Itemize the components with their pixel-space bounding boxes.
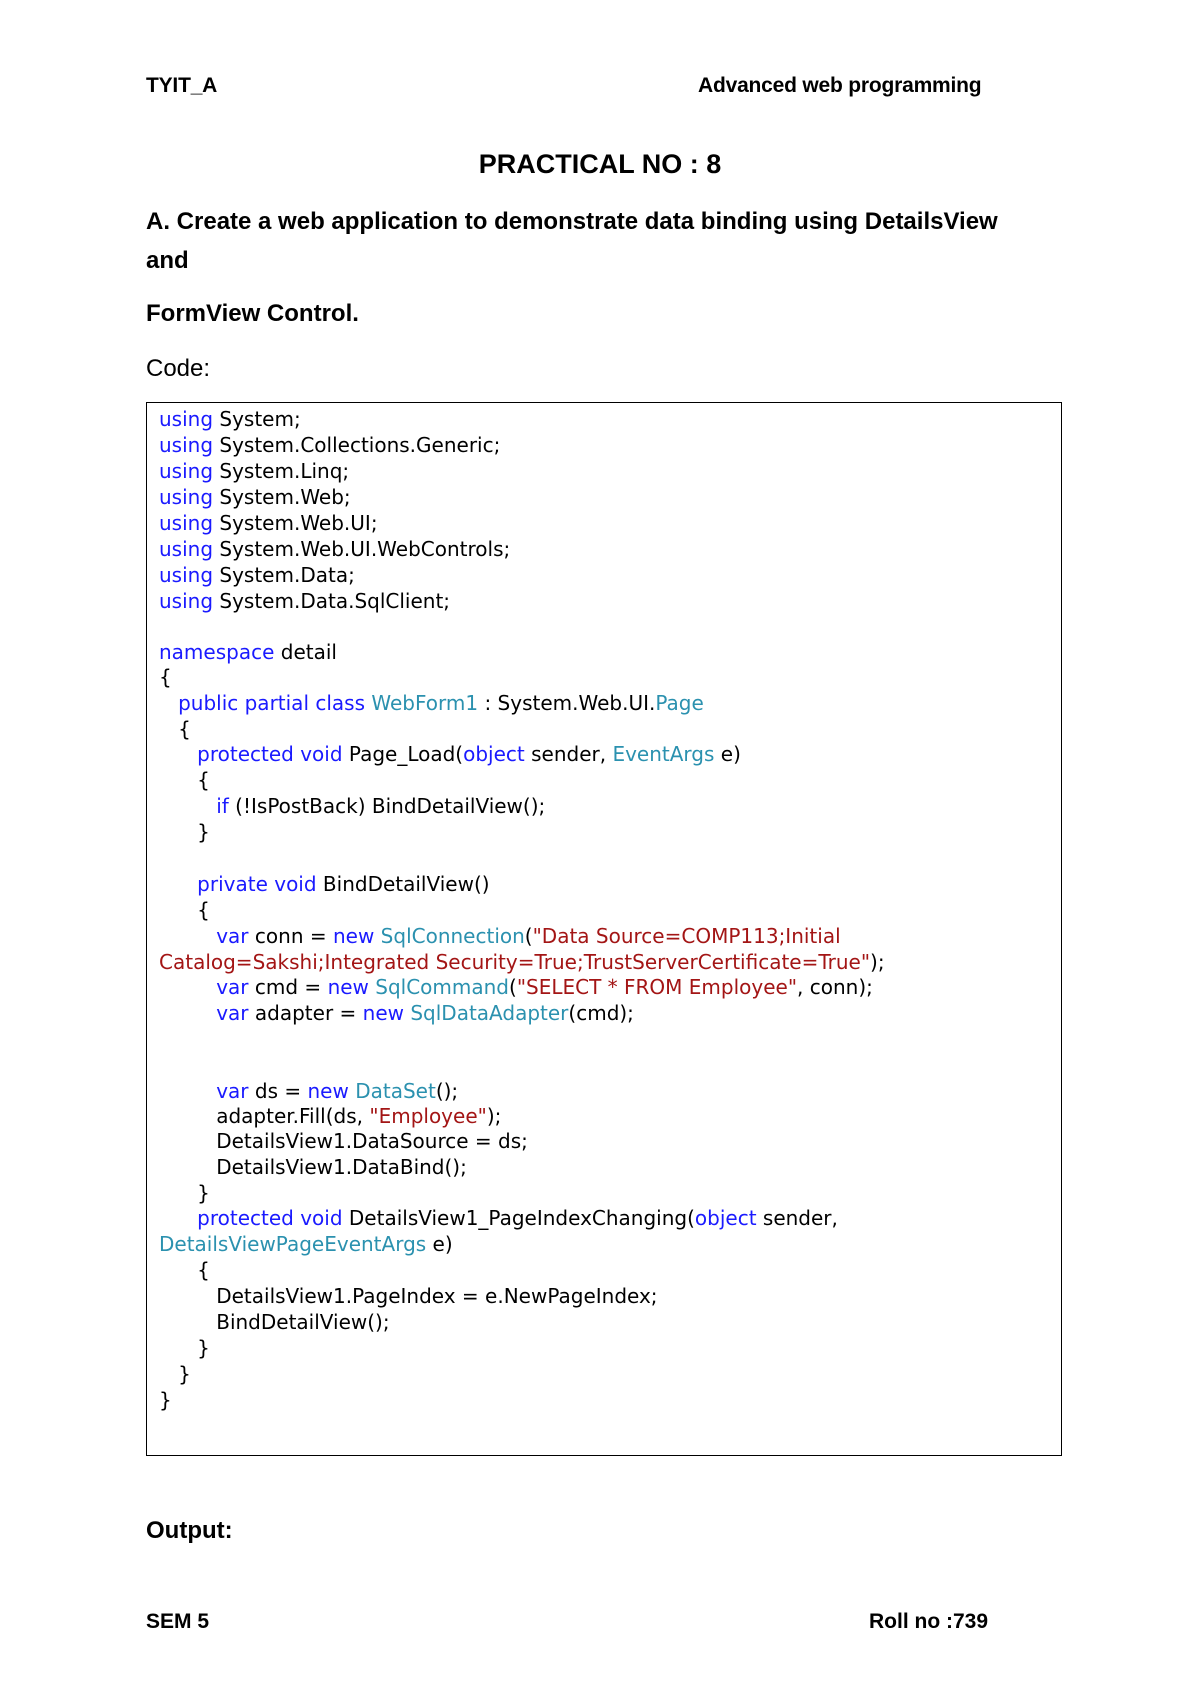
code-token: SqlCommand (375, 975, 510, 999)
code-line (159, 949, 885, 974)
code-line (159, 510, 885, 536)
code-token: (); (435, 1079, 459, 1103)
code-line (159, 1335, 885, 1361)
code-token: cmd = (248, 975, 328, 999)
code-token: e) (426, 1232, 453, 1256)
code-token: SqlConnection (380, 924, 525, 948)
code-token: { (159, 717, 191, 741)
code-token: ( (509, 975, 517, 999)
code-line (159, 1128, 885, 1154)
code-token: "Employee" (369, 1104, 487, 1128)
code-token (159, 794, 216, 818)
code-token: } (159, 820, 210, 844)
code-line (159, 793, 885, 819)
code-listing (159, 406, 885, 1413)
code-line (159, 845, 885, 871)
code-token: Page_Load( (342, 742, 464, 766)
code-token: new (307, 1079, 349, 1103)
code-token: var (216, 975, 249, 999)
code-token: protected void (197, 742, 343, 766)
code-token: { (159, 665, 172, 689)
code-line (159, 1000, 885, 1026)
code-token: using (159, 433, 214, 457)
code-token: BindDetailView(); (159, 1310, 390, 1334)
code-line (159, 974, 885, 1000)
code-token: detail (274, 640, 337, 664)
code-token: System; (213, 407, 301, 431)
code-line (159, 741, 885, 767)
code-token (159, 1001, 216, 1025)
code-line (159, 690, 885, 716)
code-token: using (159, 459, 214, 483)
code-line (159, 767, 885, 793)
code-line (159, 871, 885, 897)
code-token: ); (870, 950, 885, 974)
code-line (159, 432, 885, 458)
code-token: DetailsView1.DataBind(); (159, 1155, 467, 1179)
output-label: Output: (146, 1517, 233, 1544)
code-token: adapter = (248, 1001, 363, 1025)
code-token: , conn); (797, 975, 873, 999)
code-line (159, 819, 885, 845)
code-line (159, 1361, 885, 1387)
code-token: : System.Web.UI. (478, 691, 656, 715)
code-token: EventArgs (612, 742, 715, 766)
code-token: { (159, 1258, 210, 1282)
code-token: using (159, 563, 214, 587)
code-line (159, 588, 885, 614)
code-token: DataSet (355, 1079, 436, 1103)
code-line (159, 406, 885, 432)
header-right: Advanced web programming (698, 74, 982, 97)
code-token: private void (197, 872, 317, 896)
code-token (159, 924, 216, 948)
code-line (159, 1154, 885, 1180)
code-line (159, 923, 885, 949)
question-heading-line-2: and (146, 247, 189, 274)
code-token: Catalog=Sakshi;Integrated Security=True;TrustServerCertificate=True" (159, 950, 871, 974)
code-token: ); (486, 1104, 502, 1128)
code-token: WebForm1 (371, 691, 479, 715)
code-token: ( (524, 924, 533, 948)
code-token: new (327, 975, 369, 999)
code-token: SqlDataAdapter (410, 1001, 569, 1025)
code-token: } (159, 1362, 191, 1386)
code-token: namespace (159, 640, 275, 664)
code-token: DetailsView1.PageIndex = e.NewPageIndex; (159, 1284, 658, 1308)
code-token: DetailsViewPageEventArgs (159, 1232, 427, 1256)
code-token (159, 742, 197, 766)
code-token: e) (714, 742, 741, 766)
code-line (159, 1283, 885, 1309)
code-line (159, 484, 885, 510)
code-line (159, 1231, 885, 1257)
code-token: ds = (248, 1079, 308, 1103)
code-token: var (216, 924, 249, 948)
code-box (146, 402, 1062, 1456)
code-token: using (159, 485, 214, 509)
code-token: } (159, 1388, 172, 1412)
header-left: TYIT_A (146, 74, 218, 97)
code-token: System.Web; (213, 485, 351, 509)
practical-title: PRACTICAL NO : 8 (478, 149, 722, 179)
code-line (159, 1026, 885, 1052)
code-line (159, 536, 885, 562)
code-token: protected void (197, 1206, 343, 1230)
code-line (159, 1180, 885, 1205)
code-token: new (362, 1001, 404, 1025)
code-token: "SELECT * FROM Employee" (516, 975, 798, 999)
code-line (159, 458, 885, 484)
code-token: System.Linq; (213, 459, 350, 483)
code-token: public partial class (178, 691, 366, 715)
code-token: System.Collections.Generic; (213, 433, 501, 457)
question-heading-line-1: A. Create a web application to demonstrate data binding using DetailsView (146, 208, 998, 235)
code-token: DetailsView1.DataSource = ds; (159, 1129, 528, 1153)
code-token: System.Data.SqlClient; (213, 589, 451, 613)
code-token: "Data Source=COMP113;Initial (532, 924, 841, 948)
code-token: } (159, 1336, 210, 1360)
code-token: (!IsPostBack) BindDetailView(); (228, 794, 546, 818)
code-label: Code: (146, 355, 211, 382)
code-line (159, 897, 885, 923)
footer-right: Roll no :739 (869, 1610, 989, 1633)
code-token (159, 1079, 216, 1103)
code-line (159, 1052, 885, 1078)
code-token: var (216, 1079, 249, 1103)
code-token: using (159, 511, 214, 535)
code-line (159, 1257, 885, 1283)
code-token: System.Web.UI.WebControls; (213, 537, 511, 561)
code-token (159, 975, 216, 999)
code-line (159, 1309, 885, 1335)
code-token: { (159, 768, 210, 792)
code-line (159, 1205, 885, 1231)
code-token: System.Web.UI; (213, 511, 378, 535)
code-line (159, 1103, 885, 1128)
code-token: Page (655, 691, 704, 715)
code-token: object (694, 1206, 757, 1230)
code-token: BindDetailView() (316, 872, 490, 896)
code-token: object (463, 742, 525, 766)
code-token (159, 691, 178, 715)
code-token: } (159, 1181, 210, 1205)
code-token: if (216, 794, 229, 818)
code-token: using (159, 589, 214, 613)
code-token: conn = (248, 924, 333, 948)
code-token: adapter.Fill(ds, (159, 1104, 370, 1128)
code-token: sender, (524, 742, 613, 766)
code-token: DetailsView1_PageIndexChanging( (342, 1206, 695, 1230)
code-line (159, 664, 885, 690)
code-line (159, 562, 885, 588)
code-line (159, 1387, 885, 1413)
code-token (159, 1206, 197, 1230)
code-token: (cmd); (568, 1001, 634, 1025)
code-token (159, 872, 197, 896)
code-line (159, 614, 885, 639)
code-token: using (159, 407, 214, 431)
code-line (159, 1078, 885, 1103)
question-heading-line-3: FormView Control. (146, 300, 359, 327)
code-line (159, 716, 885, 741)
code-token: System.Data; (213, 563, 355, 587)
code-token: new (332, 924, 375, 948)
code-token: { (159, 898, 210, 922)
code-line (159, 639, 885, 664)
code-token: var (216, 1001, 249, 1025)
footer-left: SEM 5 (146, 1610, 210, 1633)
code-token: using (159, 537, 214, 561)
code-token: sender, (756, 1206, 838, 1230)
